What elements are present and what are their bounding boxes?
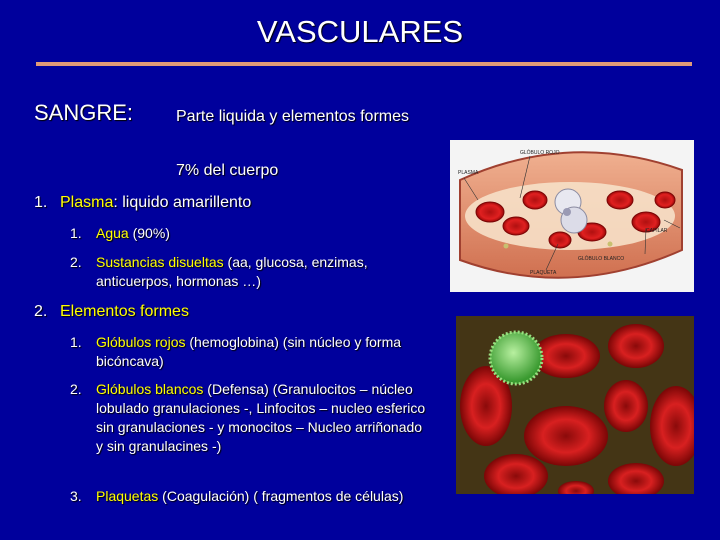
item-title: Glóbulos blancos [96,381,204,397]
section-number: 2. [34,303,48,320]
item-number: 1. [70,334,82,350]
blood-cells-micrograph [456,316,694,494]
item-title: Agua [96,225,129,241]
item-description: (Coagulación) ( fragmentos de células) [158,488,404,504]
item-number: 3. [70,488,82,504]
item-description: (Defensa) (Granulocitos – núcleo lobulado granulaciones -, Linfocitos – nucleo esferico sin granulaciones - y monocitos – Nucleo arriñonado y sin granulacines -) [96,381,426,454]
sangre-percentage: 7% del cuerpo [176,162,279,179]
label-plaqueta: PLAQUETA [530,270,557,276]
list-item [70,333,430,371]
micrograph-illustration [456,316,694,494]
item-title: Sustancias disueltas [96,254,224,270]
sangre-label: SANGRE: [34,100,134,125]
section-description: : liquido amarillento [113,194,252,211]
vessel-illustration [450,140,694,292]
item-description: (hemoglobina) (sin núcleo y forma bicóncava) [96,334,402,369]
slide-title: VASCULARES [256,14,464,49]
item-description: (aa, glucosa, enzimas, anticuerpos, hormonas …) [96,254,368,289]
list-item [70,380,430,456]
section-plasma [34,194,251,212]
item-title: Glóbulos rojos [96,334,186,350]
item-number: 2. [70,254,82,270]
section-title: Plasma [60,194,114,211]
title-divider [36,62,692,66]
label-plasma: PLASMA [458,170,479,176]
blood-vessel-diagram [450,140,694,292]
list-item [70,253,430,291]
label-globulo-blanco: GLÓBULO BLANCO [578,256,625,262]
section-title: Elementos formes [60,303,189,320]
label-globulo-rojo: GLÓBULO ROJO [520,150,560,156]
section-number: 1. [34,194,48,211]
sangre-description: Parte liquida y elementos formes [176,108,409,125]
item-title: Plaquetas [96,488,159,504]
list-item [70,487,430,506]
item-number: 2. [70,381,82,397]
list-item [70,224,430,243]
section-elementos-formes [34,303,189,321]
label-capilar: CAPILAR [646,228,668,234]
item-number: 1. [70,225,82,241]
item-description: (90%) [128,225,170,241]
